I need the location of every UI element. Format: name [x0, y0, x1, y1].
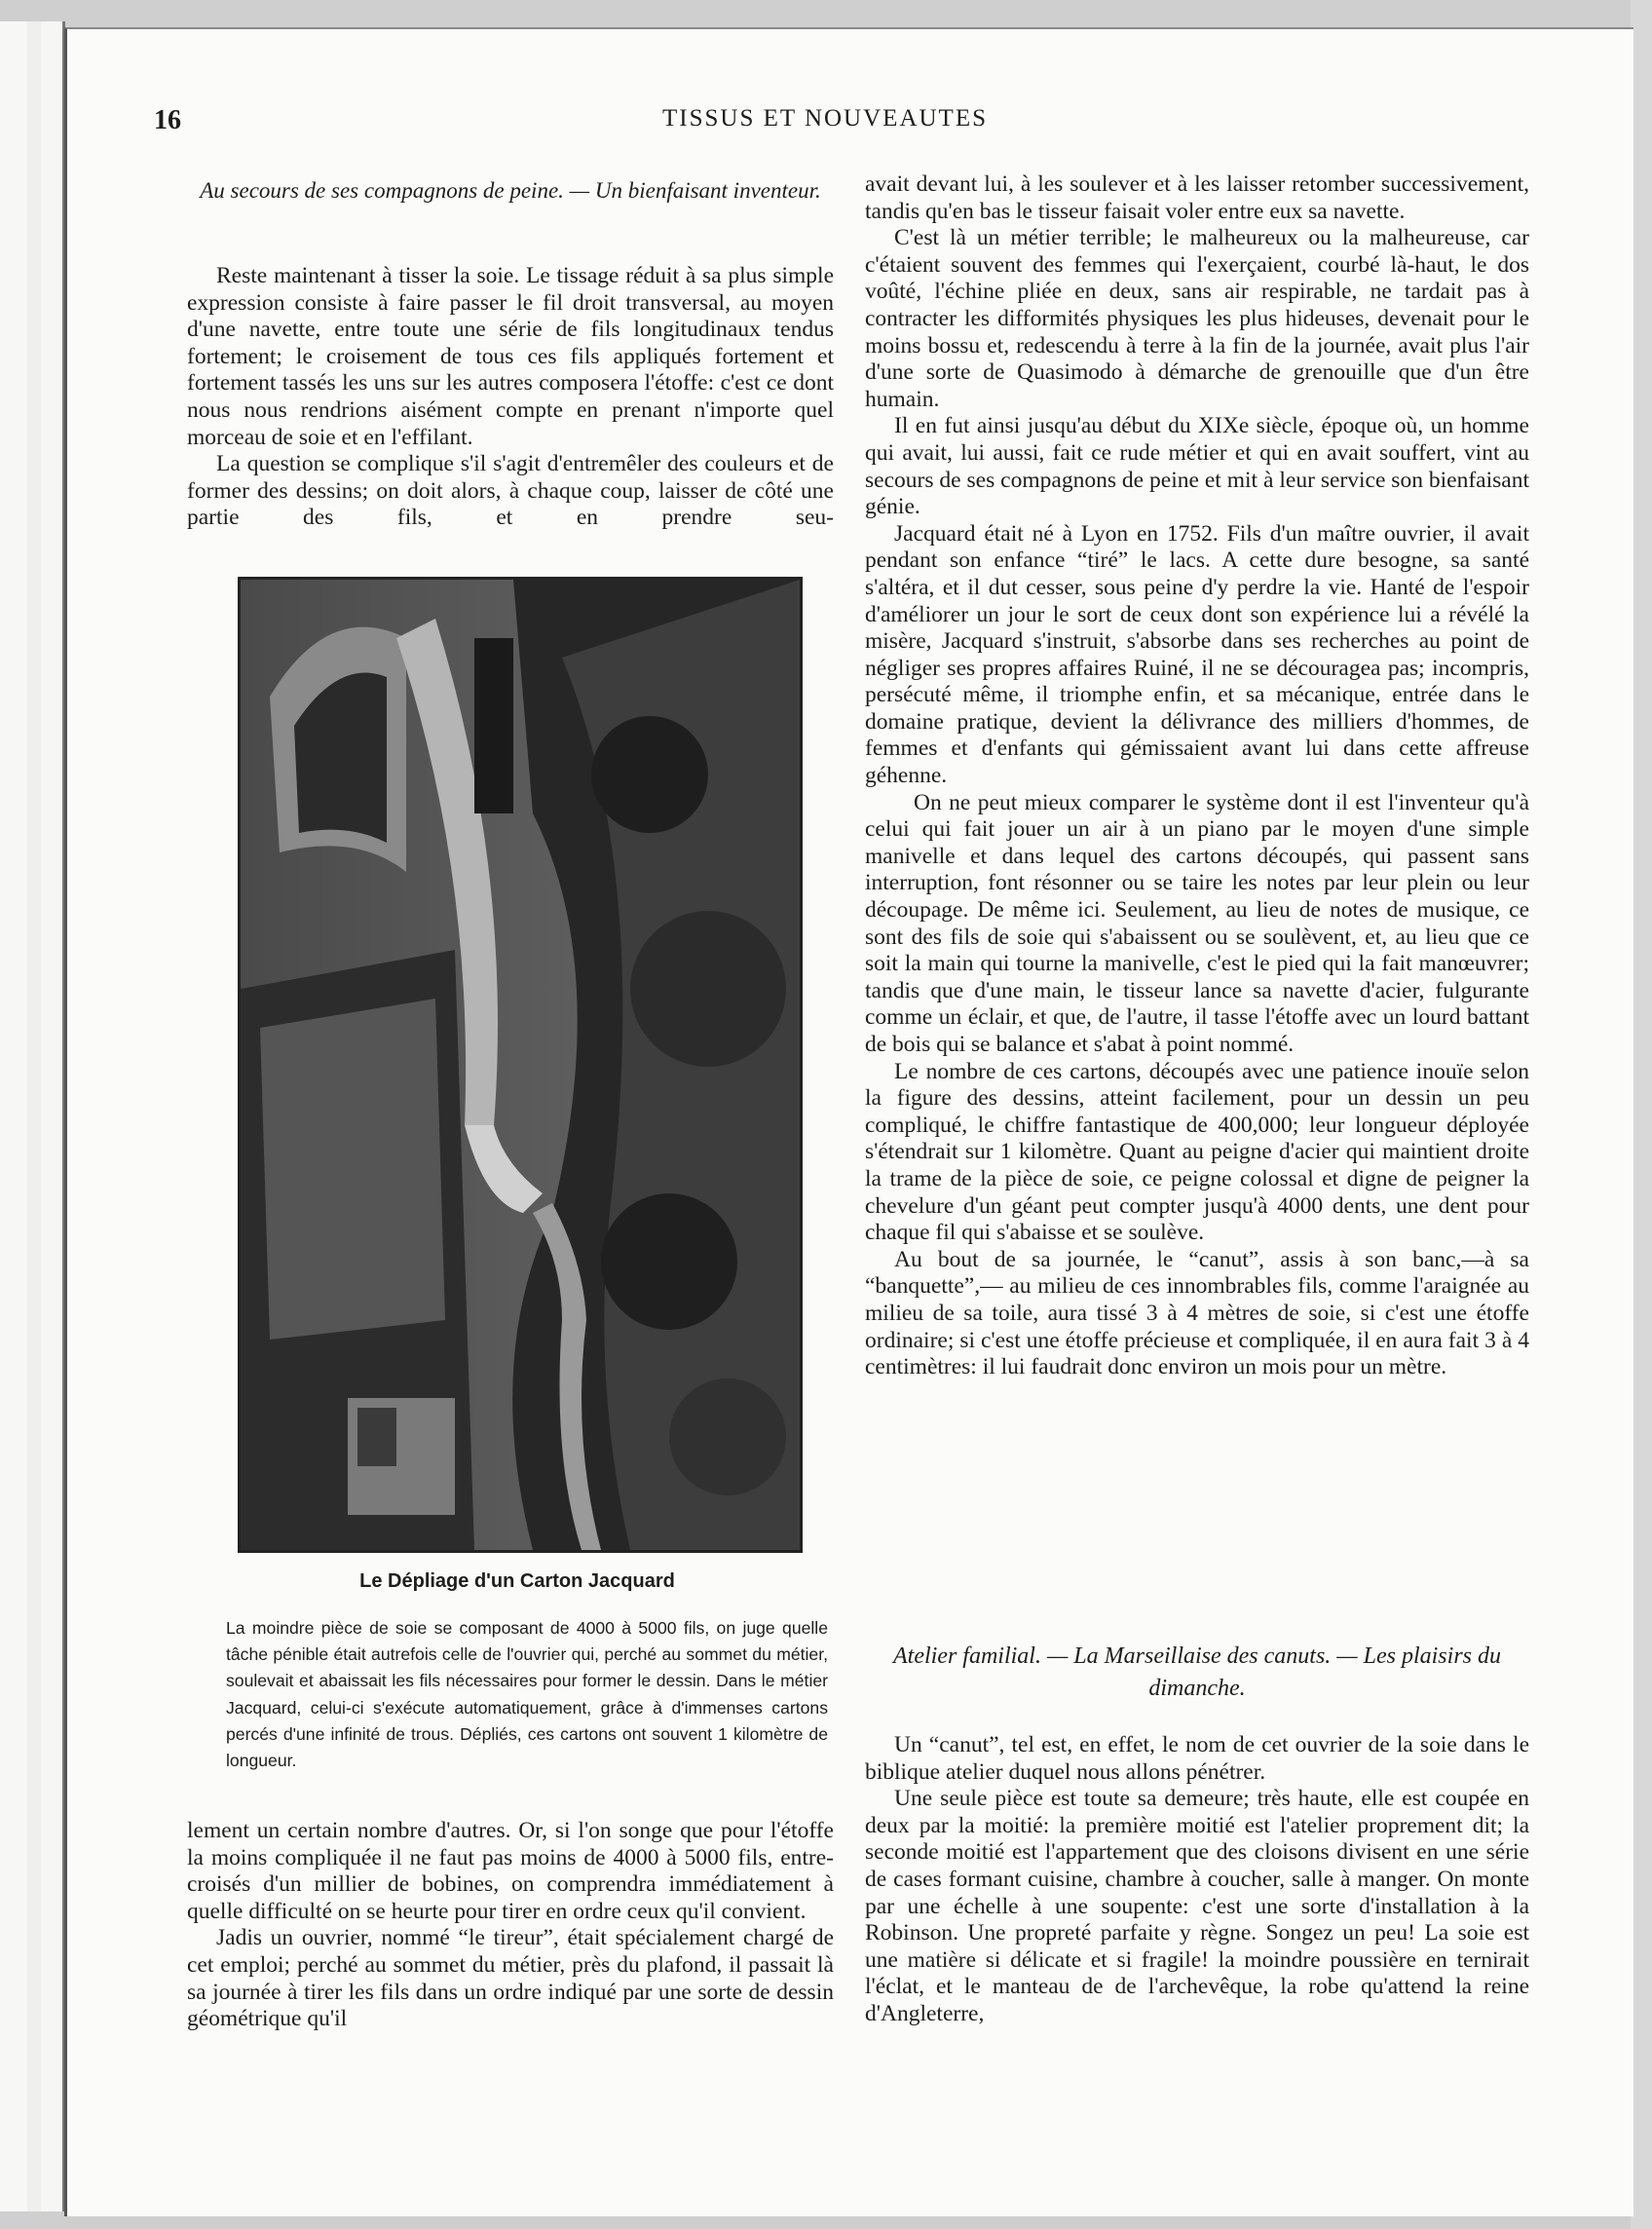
paragraph: Jacquard était né à Lyon en 1752. Fils d'un maître ouvrier, il avait pendant son enfance “tiré” le lacs. A cette dure besogne, sa santé s'altéra, et il dut cesser, sous peine d'y perdre la vie. Hanté de l'espoir d'améliorer un jour le sort de ceux dont son expérience lui a révélé la misère, Jacquard s'instruit, s'absorbe dans ses recherches au point de négliger ses propres affaires Ruiné, il ne se découragea pas; incompris, persécuté même, il triomphe enfin, et sa mécanique, entrée dans le domaine pratique, devient la délivrance des milliers d'hommes, de femmes et d'enfants qui gémissaient avant lui dans cette affreuse géhenne. — [865, 520, 1529, 789]
paragraph: Le nombre de ces cartons, découpés avec une patience inouïe selon la figure des dessins, atteint facilement, pour un dessin un peu compliqué, le chiffre fantastique de 400,000; leur longueur déployée s'étendrait sur 1 kilomètre. Quant au peigne d'acier qui maintient droite la trame de la pièce de soie, ce peigne colossal et digne de peigner la chevelure d'un géant peut compter jusqu'à 4000 dents, une dent pour chaque fil qui s'abaisse et se soulève. — [865, 1058, 1529, 1246]
figure-caption-text — [226, 1615, 828, 1774]
section-heading-left: Au secours de ses compagnons de peine. — Un bienfaisant inventeur. — [200, 178, 821, 203]
paragraph: Au bout de sa journée, le “canut”, assis à son banc,—à sa “banquette”,— au milieu de ces innombrables fils, comme l'araignée au milieu de sa toile, aura tissé 3 à 4 mètres de soie, si c'est une étoffe ordinaire; si c'est une étoffe précieuse et compliquée, il en aura fait 3 à 4 centimètres: il lui faudrait donc environ un mois pour un mètre. — [865, 1246, 1529, 1380]
page-number: 16 — [154, 105, 181, 135]
paragraph: La question se complique s'il s'agit d'entremêler des couleurs et de former des dessins; on doit alors, à chaque coup, laisser de côté une partie des fils, et en prendre seu- — [187, 451, 834, 531]
figure-photo — [238, 577, 803, 1553]
page-edge — [0, 21, 29, 2211]
right-column-continued — [865, 1732, 1529, 2028]
page-edge — [41, 21, 65, 2211]
garden-photo-illustration — [241, 580, 800, 1550]
left-column-bottom — [187, 1818, 834, 2033]
paragraph: Une seule pièce est toute sa demeure; très haute, elle est coupée en deux par la moitié: la première moitié est l'atelier proprement dit; la seconde moitié est l'appartement que des cloisons divisent en une série de cases formant cuisine, chambre à coucher, salle à manger. On monte par une échelle à une soupente: c'est une sorte d'installation à la Robinson. Une propreté parfaite y règne. Songez un peu! La soie est une matière si délicate et si fragile! la moindre poussière en ternirait l'éclat, et le manteau de de l'archevêque, la robe qu'attend la reine d'Angleterre, — [865, 1786, 1529, 2026]
figure-caption-title: Le Dépliage d'un Carton Jacquard — [359, 1570, 675, 1592]
left-column-top — [187, 263, 834, 532]
scan-margin — [1631, 0, 1652, 2229]
right-column — [865, 171, 1529, 1381]
paragraph: Reste maintenant à tisser la soie. Le tissage réduit à sa plus simple expression consiste à faire passer le fil droit transversal, au moyen d'une navette, entre toute une série de fils longitudinaux tendus fortement; le croisement de tous ces fils appliqués fortement et fortement tassés les uns sur les autres composera l'étoffe: c'est ce dont nous nous rendrions aisément compte en prenant n'importe quel morceau de soie et en l'effilant. — [187, 263, 834, 450]
paragraph: Il en fut ainsi jusqu'au début du XIXe siècle, époque où, un homme qui avait, lui aussi, fait ce rude métier et qui en avait souffert, vint au secours de ses compagnons de peine et mit à leur service son bienfaisant génie. — [865, 413, 1529, 520]
section-heading-right: Atelier familial. — La Marseillaise des canuts. — Les plaisirs du dimanche. — [892, 1643, 1501, 1701]
paragraph: Un “canut”, tel est, en effet, le nom de cet ouvrier de la soie dans le biblique atelier duquel nous allons pénétrer. — [865, 1732, 1529, 1785]
paragraph: On ne peut mieux comparer le système dont il est l'inventeur qu'à celui qui fait jouer un air à un piano par le moyen d'une simple manivelle et dans lequel des cartons découpés, qui passent sans interruption, font résonner ou se taire les notes par leur plein ou leur découpage. De même ici. Seulement, au lieu de notes de musique, ce sont des fils de soie qui s'abaissent ou se soulèvent, et, au lieu que ce soit la main qui tourne la manivelle, c'est le pied qui la fait manœuvrer; tandis que d'une main, le tisseur lance sa navette d'acier, fulgurante comme un éclair, et que, de l'autre, il tasse l'étoffe avec un lourd battant de bois qui se balance et s'abat à point nommé. — [865, 789, 1529, 1057]
running-title: TISSUS ET NOUVEAUTES — [662, 105, 988, 132]
caption-paragraph: La moindre pièce de soie se composant de 4000 à 5000 fils, on juge quelle tâche pénible était autrefois celle de l'ouvrier qui, perché au sommet du métier, soulevait et abaissait les fils nécessaires pour former le dessin. Dans le métier Jacquard, celui-ci s'exécute automatiquement, grâce à d'immenses cartons percés d'une infinité de trous. Dépliés, ces cartons ont souvent 1 kilomètre de longueur. — [226, 1618, 828, 1771]
paragraph: Jadis un ouvrier, nommé “le tireur”, était spécialement chargé de cet emploi; perché au sommet du métier, près du plafond, il passait là sa journée à tirer les fils dans un ordre indiqué par une sorte de dessin géométrique qu'il — [187, 1925, 834, 2032]
paragraph: lement un certain nombre d'autres. Or, si l'on songe que pour l'étoffe la moins compliquée il ne faut pas moins de 4000 à 5000 fils, entre-croisés d'un millier de bobines, on comprendra immédiatement à quelle difficulté on se heurte pour tirer en ordre ceux qu'il convient. — [187, 1818, 834, 1924]
paragraph: C'est là un métier terrible; le malheureux ou la malheureuse, car c'étaient souvent des femmes qui l'exerçaient, courbé là-haut, le dos voûté, l'échine pliée en deux, sans air respirable, ne tardait pas à contracter les difformités physiques les plus hideuses, devenait pour le moins bossu et, redescendu à terre à la fin de la journée, avait plus l'air d'une sorte de Quasimodo à démarche de grenouille que d'un être humain. — [865, 225, 1529, 412]
paragraph: avait devant lui, à les soulever et à les laisser retomber successivement, tandis qu'en bas le tisseur faisait voler entre eux sa navette. — [865, 171, 1529, 224]
